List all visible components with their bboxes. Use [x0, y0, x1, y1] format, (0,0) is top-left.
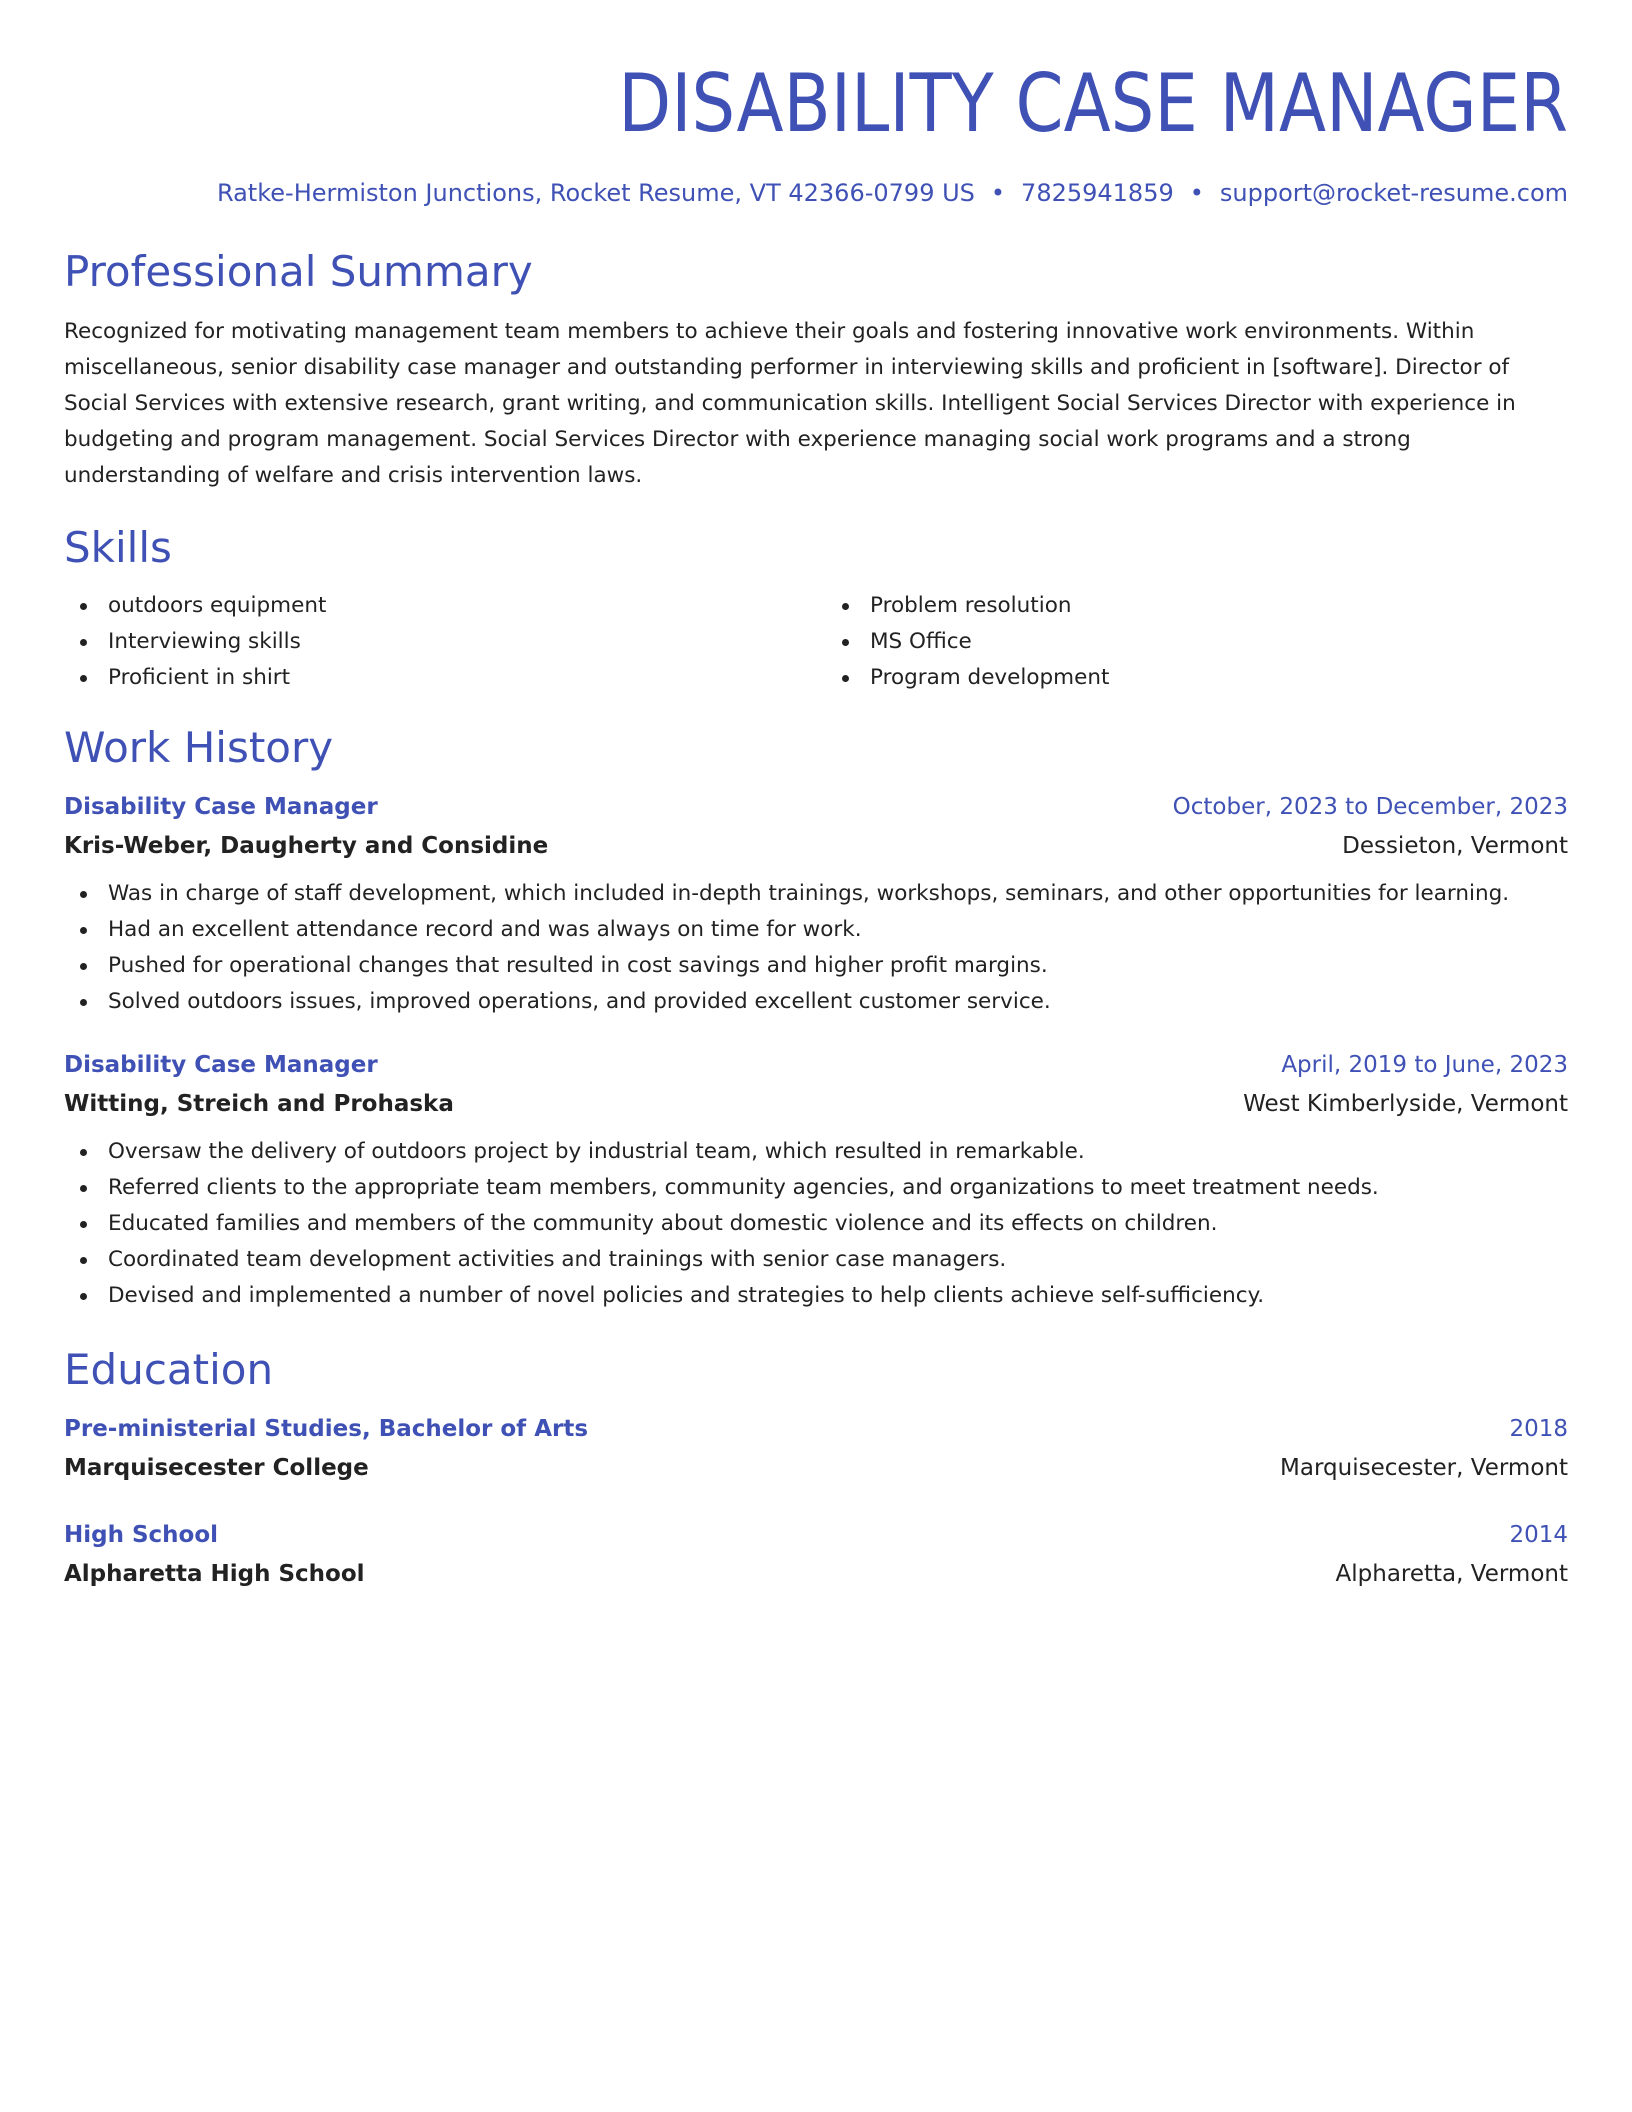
section-title-education: Education	[64, 1345, 274, 1394]
job-bullets	[64, 876, 1568, 1020]
job-bullet: Was in charge of staff development, which included in-depth trainings, workshops, seminars, and other opportunities for learning.	[64, 876, 1568, 912]
professional-summary-section	[64, 246, 1568, 494]
education-header-row	[64, 1410, 1568, 1448]
job-bullet: Oversaw the delivery of outdoors project by industrial team, which resulted in remarkable.	[64, 1134, 1568, 1170]
education-degree: High School	[64, 1522, 219, 1548]
job-header-row	[64, 788, 1568, 826]
contact-address: Ratke-Hermiston Junctions, Rocket Resume, VT 42366-0799 US	[216, 179, 975, 207]
job-bullet: Referred clients to the appropriate team members, community agencies, and organizations to meet treatment needs.	[64, 1170, 1568, 1206]
job-role: Disability Case Manager	[64, 794, 378, 820]
section-title-skills: Skills	[64, 523, 172, 572]
section-title-work-history: Work History	[64, 723, 334, 772]
job-entry	[64, 1046, 1568, 1314]
job-bullet: Devised and implemented a number of novel policies and strategies to help clients achieve self-sufficiency.	[64, 1278, 1568, 1314]
skills-list-left	[64, 588, 816, 696]
job-entry	[64, 788, 1568, 1020]
job-header-row	[64, 1046, 1568, 1084]
education-year: 2018	[1509, 1416, 1568, 1442]
job-bullet: Pushed for operational changes that resulted in cost savings and higher profit margins.	[64, 948, 1568, 984]
job-bullets	[64, 1134, 1568, 1314]
job-bullet: Solved outdoors issues, improved operations, and provided excellent customer service.	[64, 984, 1568, 1020]
skill-item: MS Office	[826, 624, 1568, 660]
skills-grid	[64, 588, 1568, 696]
skills-list-right	[816, 588, 1568, 696]
skill-item: Interviewing skills	[64, 624, 816, 660]
job-bullet: Educated families and members of the community about domestic violence and its effects on children.	[64, 1206, 1568, 1242]
contact-email[interactable]: support@rocket-resume.com	[1219, 179, 1568, 207]
education-entry	[64, 1516, 1568, 1594]
education-school: Alpharetta High School	[64, 1561, 365, 1587]
education-degree: Pre-ministerial Studies, Bachelor of Arts	[64, 1416, 589, 1442]
education-header-row	[64, 1516, 1568, 1554]
education-school-row	[64, 1448, 1568, 1488]
job-company: Witting, Streich and Prohaska	[64, 1091, 454, 1117]
resume-header	[64, 0, 1568, 210]
section-title-summary: Professional Summary	[64, 247, 533, 296]
skill-item: Proficient in shirt	[64, 660, 816, 696]
work-history-section	[64, 722, 1568, 1314]
contact-separator: •	[990, 179, 1006, 207]
job-role: Disability Case Manager	[64, 1052, 378, 1078]
contact-phone[interactable]: 7825941859	[1021, 179, 1174, 207]
skills-section	[64, 522, 1568, 696]
education-location: Marquisecester, Vermont	[1280, 1455, 1568, 1481]
job-bullet: Had an excellent attendance record and was always on time for work.	[64, 912, 1568, 948]
job-dates: April, 2019 to June, 2023	[1281, 1052, 1568, 1078]
job-company: Kris-Weber, Daugherty and Considine	[64, 833, 549, 859]
summary-text: Recognized for motivating management team members to achieve their goals and fostering innovative work environments. Within miscellaneous, senior disability case manager and outstanding performer in interviewing skills and proficient in [software]. Director of Social Services with extensive research, grant writing, and communication skills. Intelligent Social Services Director with experience in budgeting and program management. Social Services Director with experience managing social work programs and a strong understanding of welfare and crisis intervention laws.	[64, 319, 1516, 488]
job-company-row	[64, 1084, 1568, 1124]
candidate-title: DISABILITY CASE MANAGER	[618, 57, 1568, 150]
education-school: Marquisecester College	[64, 1455, 369, 1481]
job-location: Dessieton, Vermont	[1342, 833, 1568, 859]
job-dates: October, 2023 to December, 2023	[1172, 794, 1568, 820]
contact-line	[64, 176, 1568, 210]
education-entry	[64, 1410, 1568, 1488]
education-location: Alpharetta, Vermont	[1335, 1561, 1568, 1587]
skill-item: Problem resolution	[826, 588, 1568, 624]
skill-item: Program development	[826, 660, 1568, 696]
job-company-row	[64, 826, 1568, 866]
contact-separator: •	[1189, 179, 1204, 207]
education-school-row	[64, 1554, 1568, 1594]
job-location: West Kimberlyside, Vermont	[1243, 1091, 1568, 1117]
job-bullet: Coordinated team development activities and trainings with senior case managers.	[64, 1242, 1568, 1278]
education-year: 2014	[1509, 1522, 1568, 1548]
skill-item: outdoors equipment	[64, 588, 816, 624]
education-section	[64, 1344, 1568, 1594]
